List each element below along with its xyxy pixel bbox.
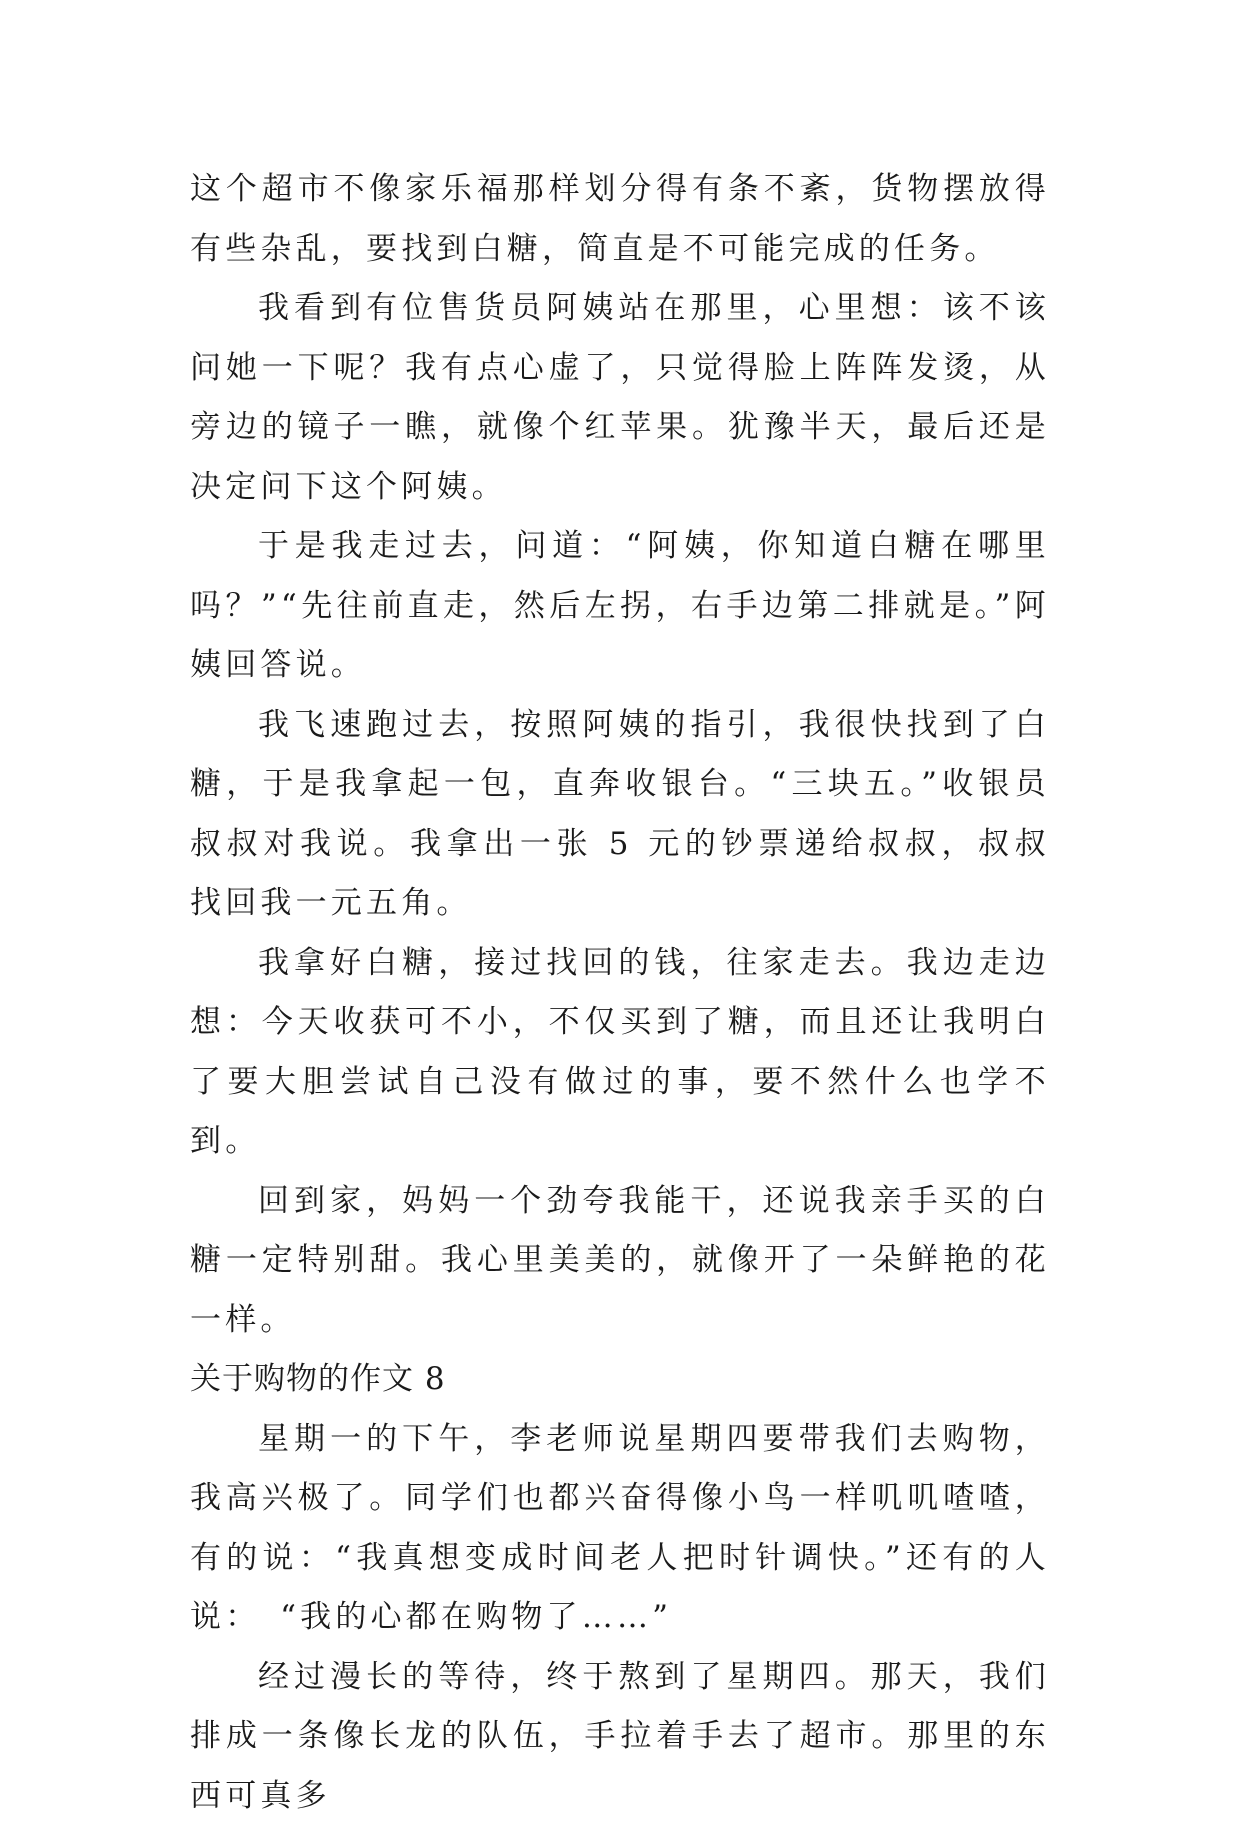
paragraph-1: 这个超市不像家乐福那样划分得有条不紊，货物摆放得有些杂乱，要找到白糖，简直是不可能完成的任务。 [190,160,1050,279]
document-body [190,160,1050,1826]
paragraph-3: 于是我走过去，问道：“阿姨，你知道白糖在哪里吗？”“先往前直走，然后左拐，右手边第二排就是。”阿姨回答说。 [190,517,1050,696]
section-title: 关于购物的作文 8 [190,1350,1050,1410]
paragraph-7: 星期一的下午，李老师说星期四要带我们去购物，我高兴极了。同学们也都兴奋得像小鸟一样叽叽喳喳，有的说：“我真想变成时间老人把时针调快。”还有的人说： “我的心都在购物了……” [190,1410,1050,1648]
paragraph-8: 经过漫长的等待，终于熬到了星期四。那天，我们排成一条像长龙的队伍，手拉着手去了超市。那里的东西可真多 [190,1648,1050,1826]
paragraph-6: 回到家，妈妈一个劲夸我能干，还说我亲手买的白糖一定特别甜。我心里美美的，就像开了一朵鲜艳的花一样。 [190,1172,1050,1351]
paragraph-2: 我看到有位售货员阿姨站在那里，心里想：该不该问她一下呢？我有点心虚了，只觉得脸上阵阵发烫，从旁边的镜子一瞧，就像个红苹果。犹豫半天，最后还是决定问下这个阿姨。 [190,279,1050,517]
paragraph-4: 我飞速跑过去，按照阿姨的指引，我很快找到了白糖，于是我拿起一包，直奔收银台。“三块五。”收银员叔叔对我说。我拿出一张 5 元的钞票递给叔叔，叔叔找回我一元五角。 [190,696,1050,934]
paragraph-5: 我拿好白糖，接过找回的钱，往家走去。我边走边想：今天收获可不小，不仅买到了糖，而且还让我明白了要大胆尝试自己没有做过的事，要不然什么也学不到。 [190,934,1050,1172]
